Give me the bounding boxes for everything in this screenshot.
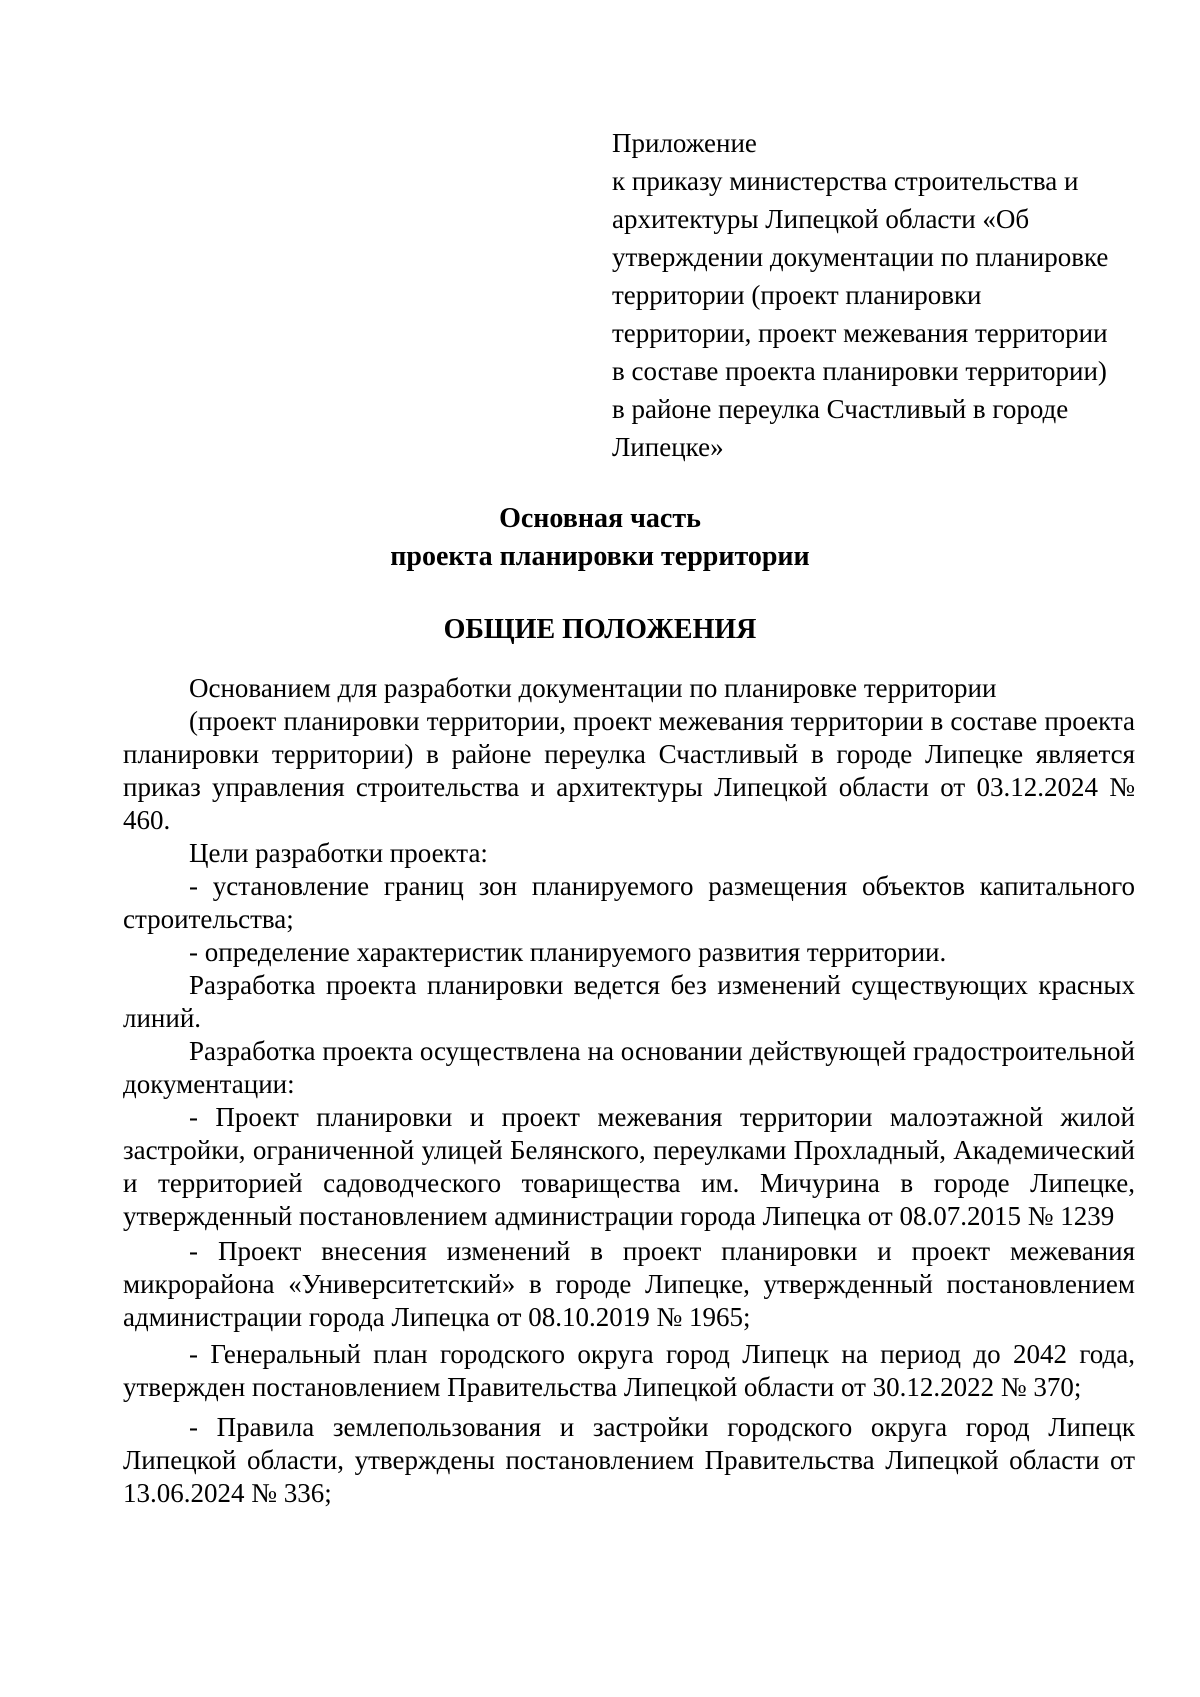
list-item: - Генеральный план городского округа город Липецк на период до 2042 года, утвержден постановлением Правительства Липецкой области от 30.12.2022 № 370; bbox=[123, 1339, 1135, 1402]
paragraph: Цели разработки проекта: bbox=[189, 838, 488, 868]
paragraph: Разработка проекта планировки ведется без изменений существующих красных линий. bbox=[123, 970, 1135, 1033]
appendix-line: к приказу министерства строительства и bbox=[612, 166, 1079, 196]
title-line-1: Основная часть bbox=[499, 503, 701, 534]
document-title bbox=[0, 500, 1200, 576]
appendix-line: утверждении документации по планировке bbox=[612, 242, 1109, 272]
appendix-line: территории, проект межевания территории bbox=[612, 318, 1108, 348]
list-item: - определение характеристик планируемого развития территории. bbox=[189, 937, 947, 967]
appendix-line: Липецке» bbox=[612, 432, 724, 462]
title-line-2: проекта планировки территории bbox=[390, 541, 810, 572]
document-body bbox=[123, 672, 1135, 1510]
appendix-line: архитектуры Липецкой области «Об bbox=[612, 204, 1030, 234]
paragraph: Разработка проекта осуществлена на основании действующей градостроительной документации: bbox=[123, 1036, 1135, 1099]
appendix-line: в районе переулка Счастливый в городе bbox=[612, 394, 1069, 424]
appendix-line: Приложение bbox=[612, 128, 757, 158]
list-item: - установление границ зон планируемого размещения объектов капитального строительства; bbox=[123, 871, 1135, 934]
list-item: - Проект внесения изменений в проект планировки и проект межевания микрорайона «Университетский» в городе Липецке, утвержденный постановлением администрации города Липецка от 08.10.2019 № 1965; bbox=[123, 1236, 1135, 1332]
paragraph: Основанием для разработки документации по планировке территории bbox=[189, 673, 997, 703]
list-item: - Правила землепользования и застройки городского округа город Липецк Липецкой области, утверждены постановлением Правительства Липецкой области от 13.06.2024 № 336; bbox=[123, 1412, 1135, 1508]
list-item: - Проект планировки и проект межевания территории малоэтажной жилой застройки, ограниченной улицей Белянского, переулками Прохладный, Академический и территорией садоводческого товарищества им. Мичурина в городе Липецке, утвержденный постановлением администрации города Липецка от 08.07.2015 № 1239 bbox=[123, 1102, 1135, 1231]
appendix-line: территории (проект планировки bbox=[612, 280, 982, 310]
paragraph: (проект планировки территории, проект межевания территории в составе проекта планировки территории) в районе переулка Счастливый в городе Липецке является приказ управления строительства и архитектуры Липецкой области от 03.12.2024 № 460. bbox=[123, 706, 1135, 835]
section-heading: ОБЩИЕ ПОЛОЖЕНИЯ bbox=[443, 614, 757, 645]
appendix-line: в составе проекта планировки территории) bbox=[612, 356, 1107, 386]
appendix-block bbox=[612, 124, 1152, 466]
